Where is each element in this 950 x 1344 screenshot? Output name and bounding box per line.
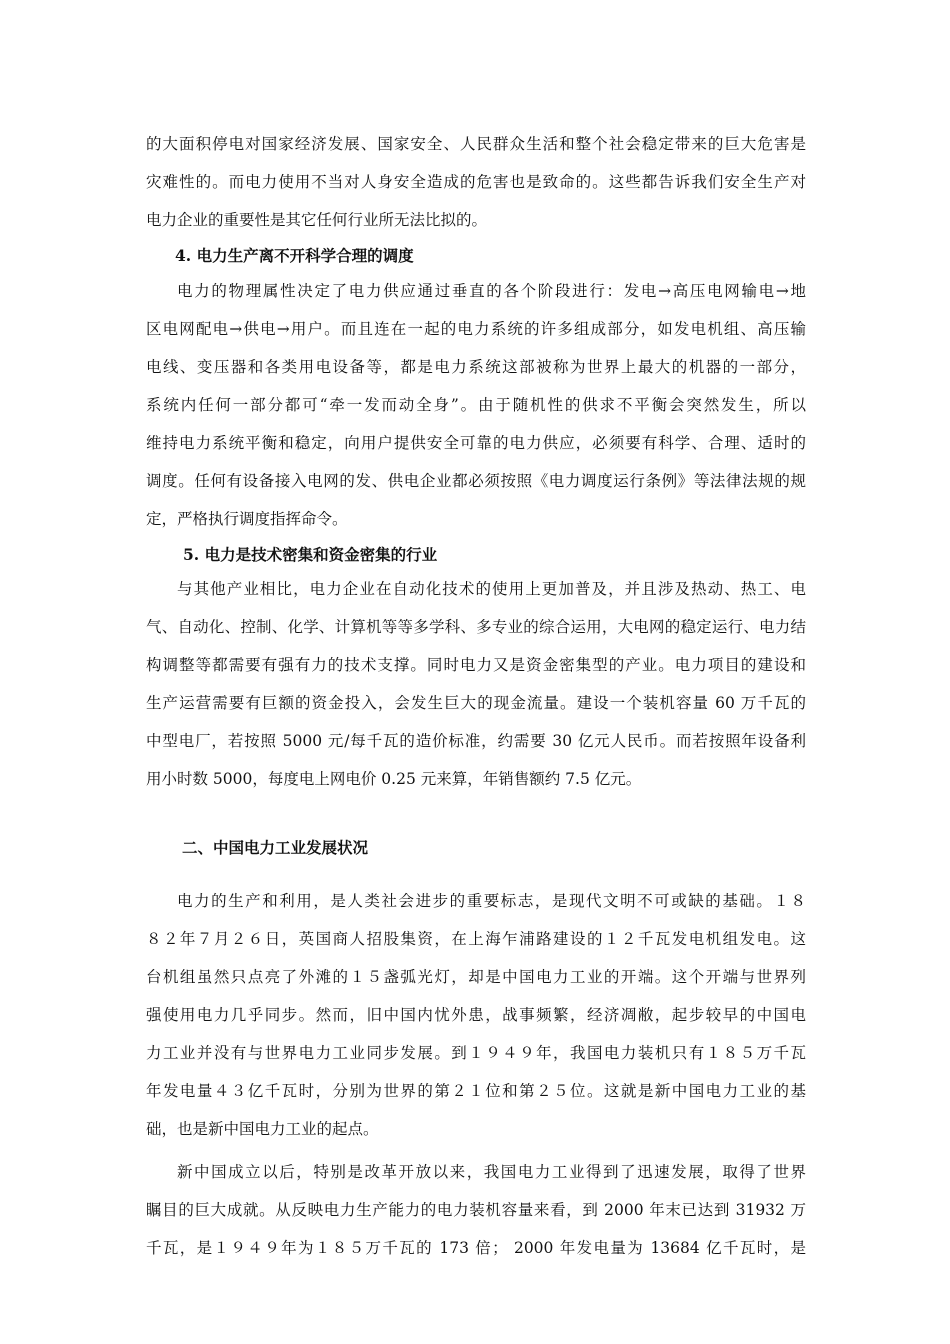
- paragraph-first-line: 电力的物理属性决定了电力供应通过垂直的各个阶段进行：发电→高压电网输电→地: [177, 282, 806, 300]
- body-text-line: 力工业并没有与世界电力工业同步发展。到１９４９年，我国电力装机只有１８５万千瓦: [146, 1044, 806, 1062]
- body-text-line: 定，严格执行调度指挥命令。: [146, 510, 348, 528]
- body-text-line: 年发电量４３亿千瓦时，分别为世界的第２１位和第２５位。这就是新中国电力工业的基: [146, 1082, 806, 1100]
- body-text-line: 气、自动化、控制、化学、计算机等等多学科、多专业的综合运用，大电网的稳定运行、电力结: [146, 618, 806, 636]
- body-text-line: 的大面积停电对国家经济发展、国家安全、人民群众生活和整个社会稳定带来的巨大危害是: [146, 135, 806, 153]
- body-text-line: 区电网配电→供电→用户。而且连在一起的电力系统的许多组成部分，如发电机组、高压输: [146, 320, 806, 338]
- paragraph-first-line: 新中国成立以后，特别是改革开放以来，我国电力工业得到了迅速发展，取得了世界: [177, 1163, 806, 1181]
- body-text-line: 灾难性的。而电力使用不当对人身安全造成的危害也是致命的。这些都告诉我们安全生产对: [146, 173, 806, 191]
- body-text-line: 生产运营需要有巨额的资金投入，会发生巨大的现金流量。建设一个装机容量 60 万千瓦的: [146, 694, 806, 712]
- body-text-line: 系统内任何一部分都可“牵一发而动全身”。由于随机性的供求不平衡会突然发生，所以: [146, 396, 806, 414]
- section-heading: 4. 电力生产离不开科学合理的调度: [175, 246, 414, 265]
- body-text-line: ８２年７月２６日，英国商人招股集资，在上海乍浦路建设的１２千瓦发电机组发电。这: [146, 930, 806, 948]
- chapter-heading: 二、中国电力工业发展状况: [182, 838, 369, 857]
- body-text-line: 瞩目的巨大成就。从反映电力生产能力的电力装机容量来看，到 2000 年末已达到 31932 万: [146, 1201, 806, 1219]
- body-text-line: 强使用电力几乎同步。然而，旧中国内忧外患，战事频繁，经济凋敝，起步较早的中国电: [146, 1006, 806, 1024]
- body-text-line: 用小时数 5000，每度电上网电价 0.25 元来算，年销售额约 7.5 亿元。: [146, 770, 642, 788]
- paragraph-first-line: 与其他产业相比，电力企业在自动化技术的使用上更加普及，并且涉及热动、热工、电: [177, 580, 806, 598]
- paragraph-first-line: 电力的生产和利用，是人类社会进步的重要标志，是现代文明不可或缺的基础。１８: [177, 892, 806, 910]
- body-text-line: 千瓦，是１９４９年为１８５万千瓦的 173 倍； 2000 年发电量为 13684 亿千瓦时，是: [146, 1239, 806, 1257]
- section-heading: 5. 电力是技术密集和资金密集的行业: [183, 545, 438, 564]
- body-text-line: 调度。任何有设备接入电网的发、供电企业都必须按照《电力调度运行条例》等法律法规的规: [146, 472, 806, 490]
- body-text-line: 础，也是新中国电力工业的起点。: [146, 1120, 379, 1138]
- body-text-line: 维持电力系统平衡和稳定，向用户提供安全可靠的电力供应，必须要有科学、合理、适时的: [146, 434, 806, 452]
- body-text-line: 电力企业的重要性是其它任何行业所无法比拟的。: [146, 211, 488, 229]
- body-text-line: 电线、变压器和各类用电设备等，都是电力系统这部被称为世界上最大的机器的一部分，: [146, 358, 806, 376]
- body-text-line: 中型电厂，若按照 5000 元/每千瓦的造价标准，约需要 30 亿元人民币。而若按照年设备利: [146, 732, 806, 750]
- body-text-line: 台机组虽然只点亮了外滩的１５盏弧光灯，却是中国电力工业的开端。这个开端与世界列: [146, 968, 806, 986]
- body-text-line: 构调整等都需要有强有力的技术支撑。同时电力又是资金密集型的产业。电力项目的建设和: [146, 656, 806, 674]
